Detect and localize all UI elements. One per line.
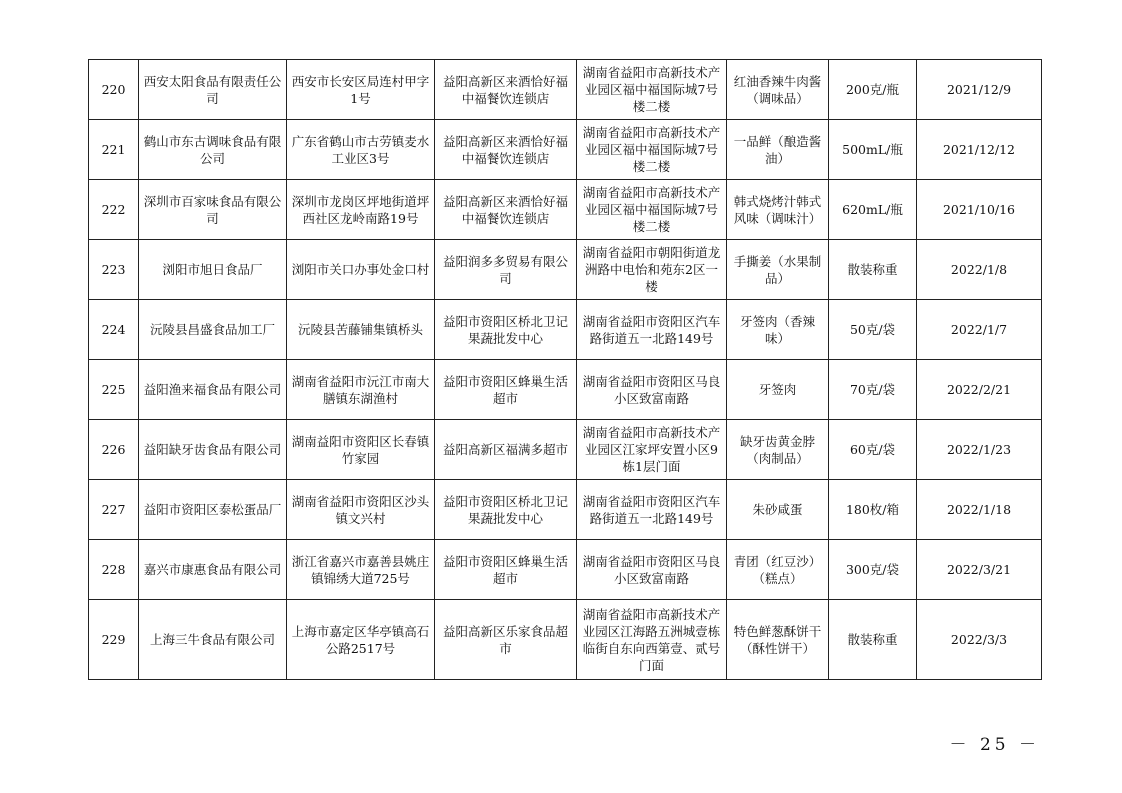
cell-date: 2022/3/21 <box>917 540 1042 600</box>
cell-date: 2021/12/12 <box>917 120 1042 180</box>
cell-product: 牙签肉（香辣味） <box>727 300 829 360</box>
cell-date: 2022/2/21 <box>917 360 1042 420</box>
cell-spec: 散装称重 <box>829 600 917 680</box>
cell-product: 红油香辣牛肉酱（调味品） <box>727 60 829 120</box>
table-row <box>89 240 1042 300</box>
cell-producer: 浏阳市旭日食品厂 <box>139 240 287 300</box>
cell-producer-address: 湖南益阳市资阳区长春镇竹家园 <box>287 420 435 480</box>
cell-product: 青团（红豆沙）（糕点） <box>727 540 829 600</box>
cell-producer: 深圳市百家味食品有限公司 <box>139 180 287 240</box>
cell-producer: 益阳市资阳区泰松蛋品厂 <box>139 480 287 540</box>
cell-seller-address: 湖南省益阳市资阳区马良小区致富南路 <box>577 540 727 600</box>
cell-spec: 散装称重 <box>829 240 917 300</box>
cell-seller: 益阳高新区乐家食品超市 <box>435 600 577 680</box>
cell-spec: 180枚/箱 <box>829 480 917 540</box>
cell-spec: 620mL/瓶 <box>829 180 917 240</box>
cell-seller: 益阳高新区来酒恰好福中福餐饮连锁店 <box>435 60 577 120</box>
cell-seller-address: 湖南省益阳市资阳区汽车路街道五一北路149号 <box>577 300 727 360</box>
cell-date: 2022/1/8 <box>917 240 1042 300</box>
cell-date: 2021/10/16 <box>917 180 1042 240</box>
cell-seller: 益阳高新区来酒恰好福中福餐饮连锁店 <box>435 180 577 240</box>
table-row <box>89 60 1042 120</box>
table-row <box>89 480 1042 540</box>
cell-no: 226 <box>89 420 139 480</box>
cell-no: 222 <box>89 180 139 240</box>
cell-date: 2022/1/7 <box>917 300 1042 360</box>
cell-producer: 鹤山市东古调味食品有限公司 <box>139 120 287 180</box>
cell-spec: 50克/袋 <box>829 300 917 360</box>
cell-product: 一品鲜（酿造酱油） <box>727 120 829 180</box>
cell-product: 牙签肉 <box>727 360 829 420</box>
cell-producer-address: 西安市长安区局连村甲字1号 <box>287 60 435 120</box>
cell-seller: 益阳市资阳区蜂巢生活超市 <box>435 540 577 600</box>
cell-no: 225 <box>89 360 139 420</box>
cell-producer: 嘉兴市康惠食品有限公司 <box>139 540 287 600</box>
cell-date: 2022/1/18 <box>917 480 1042 540</box>
cell-product: 韩式烧烤汁韩式风味（调味汁） <box>727 180 829 240</box>
cell-product: 特色鲜葱酥饼干（酥性饼干） <box>727 600 829 680</box>
cell-seller-address: 湖南省益阳市高新技术产业园区江家坪安置小区9栋1层门面 <box>577 420 727 480</box>
cell-producer: 沅陵县昌盛食品加工厂 <box>139 300 287 360</box>
cell-date: 2022/1/23 <box>917 420 1042 480</box>
cell-no: 223 <box>89 240 139 300</box>
cell-date: 2021/12/9 <box>917 60 1042 120</box>
cell-producer-address: 湖南省益阳市资阳区沙头镇文兴村 <box>287 480 435 540</box>
cell-spec: 60克/袋 <box>829 420 917 480</box>
cell-seller-address: 湖南省益阳市朝阳街道龙洲路中电怡和苑东2区一楼 <box>577 240 727 300</box>
cell-producer: 益阳缺牙齿食品有限公司 <box>139 420 287 480</box>
cell-spec: 70克/袋 <box>829 360 917 420</box>
cell-no: 224 <box>89 300 139 360</box>
cell-no: 220 <box>89 60 139 120</box>
cell-producer-address: 浏阳市关口办事处金口村 <box>287 240 435 300</box>
cell-seller: 益阳高新区福满多超市 <box>435 420 577 480</box>
cell-seller-address: 湖南省益阳市高新技术产业园区福中福国际城7号楼二楼 <box>577 60 727 120</box>
cell-spec: 300克/袋 <box>829 540 917 600</box>
table-row <box>89 540 1042 600</box>
cell-date: 2022/3/3 <box>917 600 1042 680</box>
cell-seller: 益阳市资阳区桥北卫记果蔬批发中心 <box>435 300 577 360</box>
cell-producer: 西安太阳食品有限责任公司 <box>139 60 287 120</box>
cell-seller-address: 湖南省益阳市高新技术产业园区福中福国际城7号楼二楼 <box>577 180 727 240</box>
cell-product: 手撕姜（水果制品） <box>727 240 829 300</box>
table-row <box>89 420 1042 480</box>
cell-seller-address: 湖南省益阳市高新技术产业园区福中福国际城7号楼二楼 <box>577 120 727 180</box>
cell-no: 228 <box>89 540 139 600</box>
cell-seller: 益阳润多多贸易有限公司 <box>435 240 577 300</box>
cell-producer: 益阳渔来福食品有限公司 <box>139 360 287 420</box>
cell-spec: 500mL/瓶 <box>829 120 917 180</box>
cell-producer-address: 深圳市龙岗区坪地街道坪西社区龙岭南路19号 <box>287 180 435 240</box>
cell-no: 227 <box>89 480 139 540</box>
cell-no: 221 <box>89 120 139 180</box>
cell-seller-address: 湖南省益阳市资阳区马良小区致富南路 <box>577 360 727 420</box>
table-row <box>89 360 1042 420</box>
cell-seller: 益阳市资阳区桥北卫记果蔬批发中心 <box>435 480 577 540</box>
cell-producer-address: 沅陵县苦藤铺集镇桥头 <box>287 300 435 360</box>
cell-producer-address: 上海市嘉定区华亭镇高石公路2517号 <box>287 600 435 680</box>
page-number: － 25 － <box>949 735 1040 755</box>
sampling-results-table <box>88 59 1042 680</box>
table-row <box>89 300 1042 360</box>
table-row <box>89 180 1042 240</box>
cell-no: 229 <box>89 600 139 680</box>
cell-product: 缺牙齿黄金脖（肉制品） <box>727 420 829 480</box>
cell-producer-address: 广东省鹤山市古劳镇麦水工业区3号 <box>287 120 435 180</box>
cell-product: 朱砂咸蛋 <box>727 480 829 540</box>
cell-producer-address: 湖南省益阳市沅江市南大膳镇东湖渔村 <box>287 360 435 420</box>
cell-seller-address: 湖南省益阳市资阳区汽车路街道五一北路149号 <box>577 480 727 540</box>
cell-seller: 益阳高新区来酒恰好福中福餐饮连锁店 <box>435 120 577 180</box>
cell-seller: 益阳市资阳区蜂巢生活超市 <box>435 360 577 420</box>
cell-producer: 上海三牛食品有限公司 <box>139 600 287 680</box>
cell-seller-address: 湖南省益阳市高新技术产业园区江海路五洲城壹栋临街自东向西第壹、贰号门面 <box>577 600 727 680</box>
table-row <box>89 600 1042 680</box>
table-row <box>89 120 1042 180</box>
cell-spec: 200克/瓶 <box>829 60 917 120</box>
cell-producer-address: 浙江省嘉兴市嘉善县姚庄镇锦绣大道725号 <box>287 540 435 600</box>
